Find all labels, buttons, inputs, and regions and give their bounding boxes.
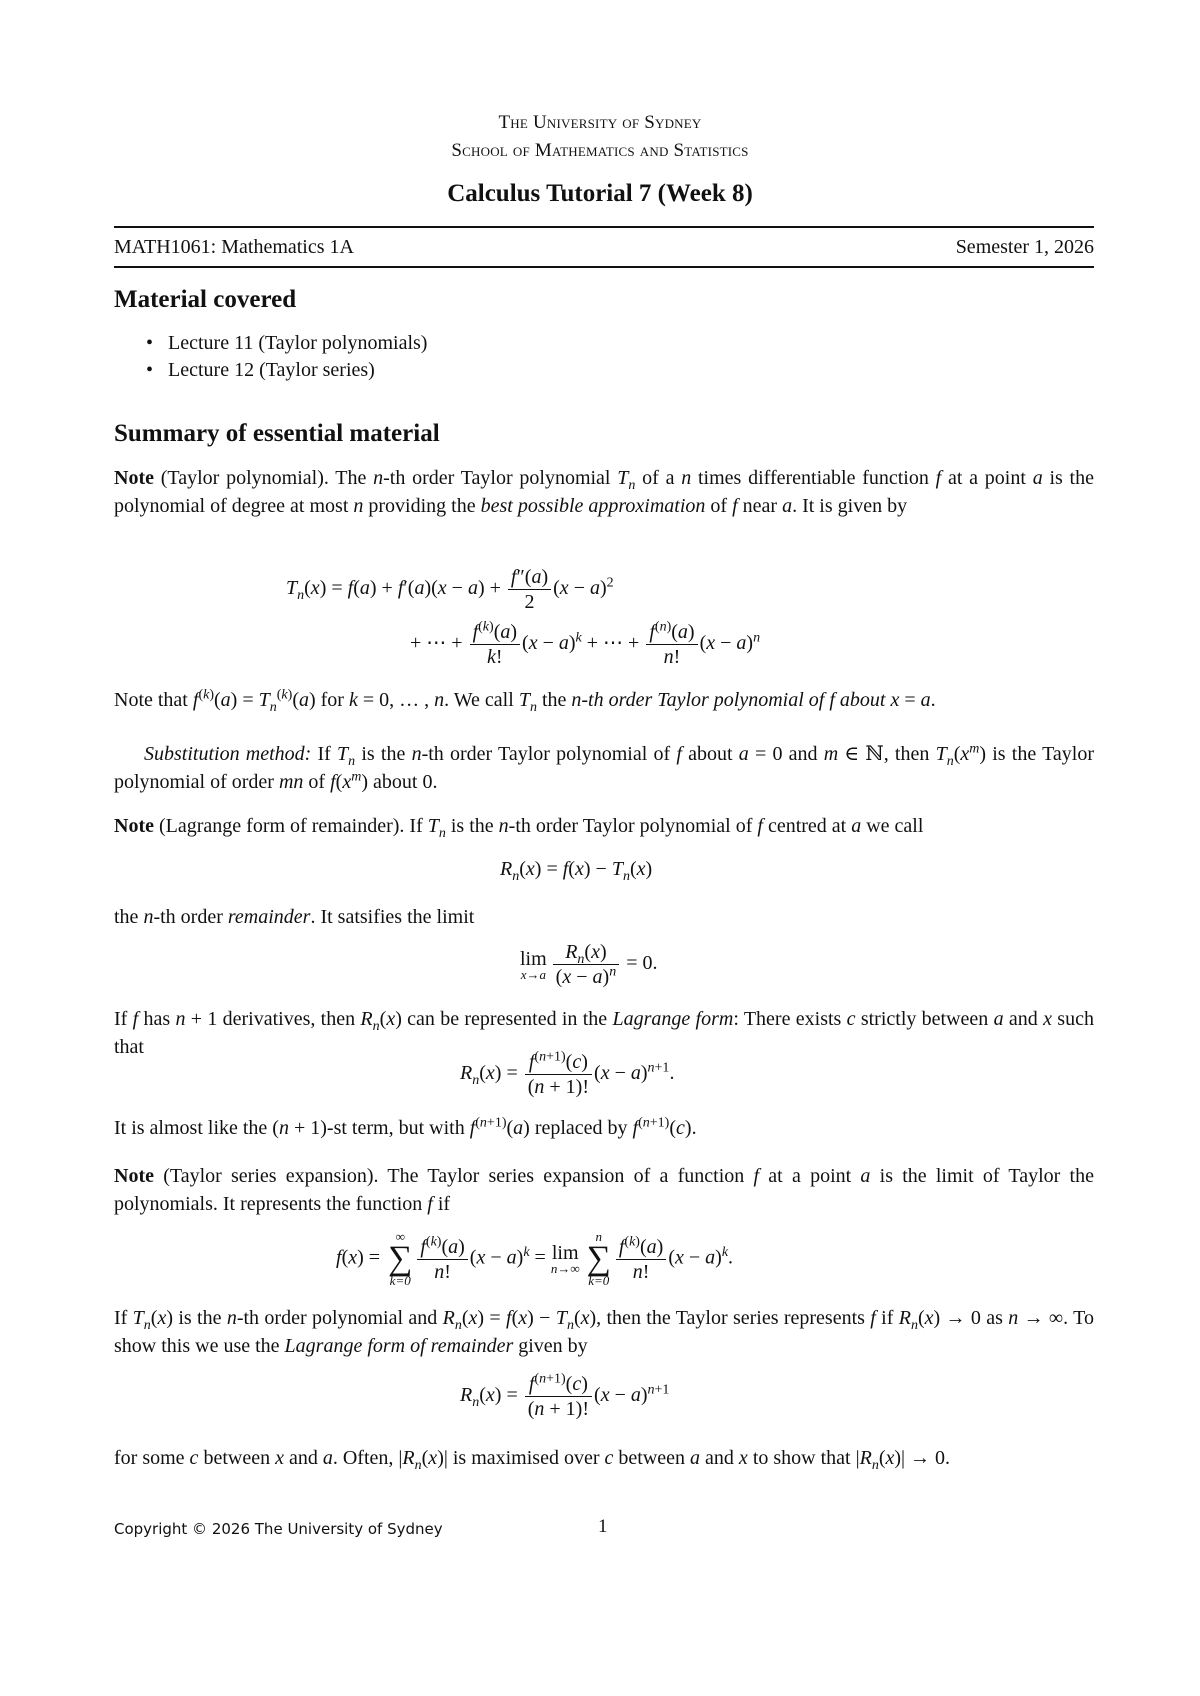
derivative-match-text: Note that $f^{(k)}(a) = T_n^{(k)}(a)$ for k = 0, … , n. We call $T_n$ the n-th order Taylor polynomial of f about x = a.: [114, 687, 936, 715]
remainder-limit-text: the n-th order remainder. It satsifies the limit: [114, 906, 475, 928]
school-name: School of Mathematics and Statistics: [451, 140, 749, 161]
document-title: Calculus Tutorial 7 (Week 8): [447, 180, 753, 207]
substitution-text: Substitution method: If $T_n$ is the n-th order Taylor polynomial of f about a = 0 and m ∈ ℕ, then $T_n(x^m)$ is the Taylor polynomial of order mn of $f(x^m)$ about 0.: [114, 741, 1094, 793]
footer-copyright: Copyright © 2026 The University of Sydney: [114, 1520, 443, 1538]
note-label: Note: [114, 815, 154, 837]
course-name: MATH1061: Mathematics 1A: [114, 236, 354, 258]
list-item: • Lecture 11 (Taylor polynomials): [146, 332, 428, 354]
list-item-text: Lecture 12 (Taylor series): [168, 359, 375, 381]
taylor-series-formula: f(x) = ∞ ∑ k=0 $\frac{f^{(k)}(a)}{n!}$ $(x - a)^k$ = lim n→∞ n ∑ k=0 $\frac{f^{(k)}(a)}{n!}$ $(x - a)^k$.: [336, 1229, 734, 1288]
summary-heading: Summary of essential material: [114, 420, 440, 447]
lagrange-note: Note (Lagrange form of remainder). If $T_n$ is the n-th order Taylor polynomial of f centred at a we call: [114, 815, 924, 841]
list-item-text: Lecture 11 (Taylor polynomials): [168, 332, 428, 354]
top-rule: [114, 226, 1094, 228]
note-label: Note: [114, 1165, 154, 1187]
list-item: • Lecture 12 (Taylor series): [146, 359, 375, 381]
note-label: Note: [114, 467, 154, 489]
almost-term-text: It is almost like the (n + 1)-st term, but with $f^{(n+1)}(a)$ replaced by $f^{(n+1)}(c)$.: [114, 1115, 697, 1139]
remainder-definition: $R_n(x) = f(x) - T_n(x)$: [500, 858, 653, 884]
page-number: 1: [598, 1516, 608, 1537]
lagrange-remainder-formula: $R_n(x)$ = $\frac{f^{(n+1)}(c)}{(n + 1)!}$ $(x - a)^{n+1}$: [460, 1371, 670, 1420]
taylor-poly-note: Note (Taylor polynomial). The n-th order Taylor polynomial $T_n$ of a n times differentiable function f at a point a is the polynomial of degree at most n providing the best possible approximation of f near a. It is given by: [114, 467, 1094, 517]
lagrange-form-formula: $R_n(x)$ = $\frac{f^{(n+1)}(c)}{(n + 1)!}$ $(x - a)^{n+1}$.: [460, 1049, 675, 1098]
taylor-formula-line1: $T_n(x) = f(a) + f'(a)(x - a)$ + $\frac{f''(a)}{2}$ $(x - a)^2$: [286, 566, 614, 613]
maximise-text: for some c between x and a. Often, $|R_n(x)|$ is maximised over c between a and x to show that $|R_n(x)| \to 0$.: [114, 1447, 951, 1473]
bottom-rule: [114, 266, 1094, 268]
series-represent-text: If $T_n(x)$ is the n-th order polynomial and $R_n(x) = f(x) - T_n(x)$, then the Taylor series represents f if $R_n(x) \to 0$ as n → ∞. To show this we use the Lagrange form of remainder given by: [114, 1307, 1094, 1357]
note-title: (Taylor series expansion).: [163, 1165, 379, 1187]
note-title: (Lagrange form of remainder).: [158, 815, 405, 837]
taylor-formula-line2: + ⋯ + $\frac{f^{(k)}(a)}{k!}$ $(x - a)^k$ + ⋯ + $\frac{f^{(n)}(a)}{n!}$ $(x - a)^n$: [410, 619, 761, 668]
note-title: (Taylor polynomial).: [160, 467, 329, 489]
material-heading: Material covered: [114, 286, 297, 313]
university-name: The University of Sydney: [498, 112, 702, 133]
taylor-series-note: Note (Taylor series expansion). The Taylor series expansion of a function f at a point a is the limit of Taylor the polynomials. It represents the function f if: [114, 1165, 1094, 1215]
remainder-limit: lim x→a $\frac{R_n(x)}{(x - a)^n}$ = 0.: [520, 941, 658, 988]
semester: Semester 1, 2026: [955, 236, 1094, 258]
lagrange-form-text: If f has n + 1 derivatives, then $R_n(x)$ can be represented in the Lagrange form: There exists c strictly between a and x such that: [114, 1008, 1094, 1058]
